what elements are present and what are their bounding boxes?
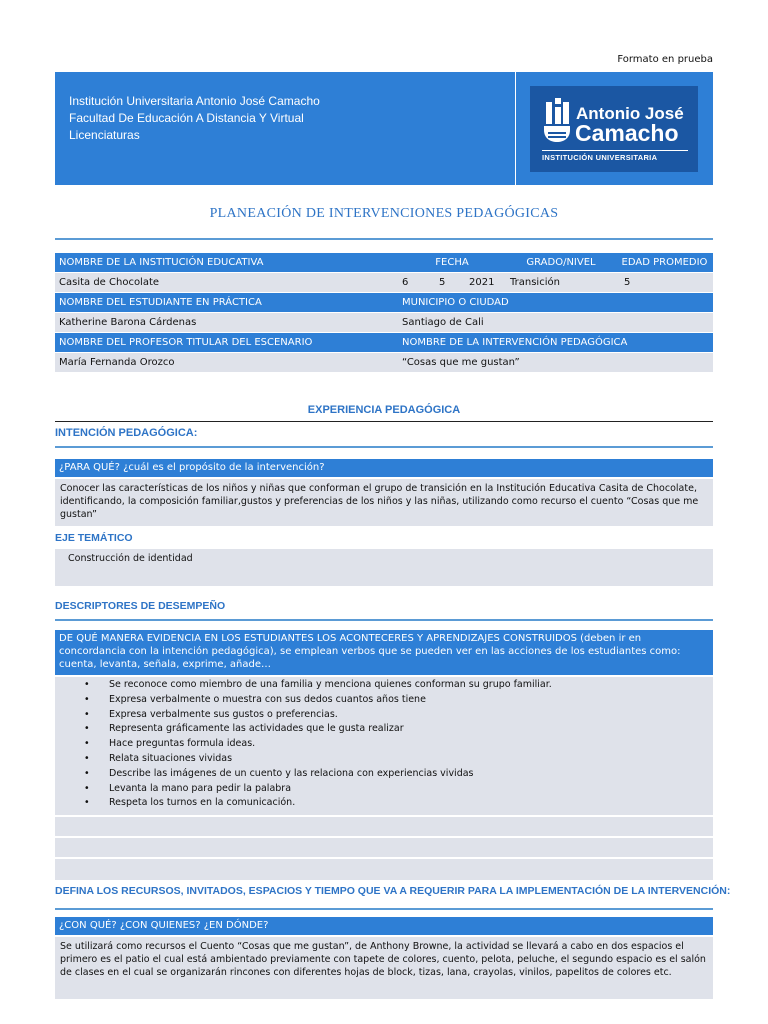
label-grade: GRADO/NIVEL <box>506 253 616 272</box>
intencion-divider <box>55 446 713 448</box>
section-experiencia: EXPERIENCIA PEDAGÓGICA <box>307 404 461 416</box>
logo-box <box>515 72 713 185</box>
value-day: 6 <box>398 273 435 292</box>
title-divider <box>55 238 713 240</box>
heading-eje: EJE TEMÁTICO <box>55 532 133 544</box>
university-logo <box>530 86 698 172</box>
document-header <box>55 72 713 185</box>
format-note: Formato en prueba <box>617 54 713 65</box>
page-title: PLANEACIÓN DE INTERVENCIONES PEDAGÓGICAS <box>209 206 559 221</box>
label-city: MUNICIPIO O CIUDAD <box>398 293 713 312</box>
value-age: 5 <box>616 273 713 292</box>
list-item: • Relata situaciones vividas <box>60 752 708 767</box>
label-intervention: NOMBRE DE LA INTERVENCIÓN PEDAGÓGICA <box>398 333 713 352</box>
label-date: FECHA <box>398 253 506 272</box>
recursos-divider <box>55 908 713 910</box>
label-age: EDAD PROMEDIO <box>616 253 713 272</box>
empty-row <box>55 859 713 880</box>
logo-name-last: Camacho <box>575 120 679 146</box>
info-value-row-2 <box>55 313 713 332</box>
list-item: • Describe las imágenes de un cuento y las relaciona con experiencias vividas <box>60 767 708 782</box>
list-item: • Expresa verbalmente sus gustos o preferencias. <box>60 708 708 723</box>
value-teacher: María Fernanda Orozco <box>55 353 398 372</box>
label-teacher: NOMBRE DEL PROFESOR TITULAR DEL ESCENARIO <box>55 333 398 352</box>
label-institution: NOMBRE DE LA INSTITUCIÓN EDUCATIVA <box>55 253 398 272</box>
info-value-row-3 <box>55 353 713 372</box>
header-program: Licenciaturas <box>69 128 140 142</box>
recursos-question: ¿CON QUÉ? ¿CON QUIENES? ¿EN DÓNDE? <box>55 917 713 935</box>
university-logo-icon <box>544 98 570 142</box>
value-intervention: “Cosas que me gustan” <box>398 353 713 372</box>
heading-descriptores: DESCRIPTORES DE DESEMPEÑO <box>55 600 226 612</box>
label-student: NOMBRE DEL ESTUDIANTE EN PRÁCTICA <box>55 293 398 312</box>
descriptores-list-box <box>55 677 713 815</box>
list-item: • Representa gráficamente las actividades que le gusta realizar <box>60 722 708 737</box>
value-year: 2021 <box>465 273 506 292</box>
list-item: • Levanta la mano para pedir la palabra <box>60 782 708 797</box>
recursos-text: Se utilizará como recursos el Cuento “Cosas que me gustan”, de Anthony Browne, la actividad se llevará a cabo en dos espacios el primero es el patio el cual está ambientado previamente con tapete de colores, cuento, pelota, peluche, el segundo espacio es el salón de clases en el cual se organizarán rincones con diferentes hojas de block, tizas, lana, crayolas, vinilos, papelitos de colores etc. <box>55 937 713 999</box>
value-institution: Casita de Chocolate <box>55 273 398 292</box>
logo-divider <box>542 150 688 151</box>
list-item: • Se reconoce como miembro de una familia y menciona quienes conforman su grupo familiar. <box>60 678 708 693</box>
empty-row <box>55 838 713 857</box>
header-text <box>69 93 320 144</box>
descriptores-list <box>60 678 708 811</box>
value-grade: Transición <box>506 273 616 292</box>
empty-row <box>55 817 713 836</box>
header-institution: Institución Universitaria Antonio José Camacho <box>69 94 320 108</box>
list-item: • Expresa verbalmente o muestra con sus dedos cuantos años tiene <box>60 693 708 708</box>
info-header-row-1 <box>55 253 713 272</box>
eje-text: Construcción de identidad <box>55 549 713 586</box>
section-divider <box>55 421 713 422</box>
value-city: Santiago de Cali <box>398 313 713 332</box>
value-month: 5 <box>435 273 465 292</box>
info-table <box>55 252 713 373</box>
logo-name-first: Antonio José <box>576 104 684 123</box>
info-value-row-1 <box>55 273 713 292</box>
list-item: • Hace preguntas formula ideas. <box>60 737 708 752</box>
logo-tagline: INSTITUCIÓN UNIVERSITARIA <box>542 153 658 162</box>
intencion-question: ¿PARA QUÉ? ¿cuál es el propósito de la intervención? <box>55 459 713 477</box>
descriptores-divider <box>55 619 713 621</box>
info-header-row-2 <box>55 293 713 312</box>
value-student: Katherine Barona Cárdenas <box>55 313 398 332</box>
heading-intencion: INTENCIÓN PEDAGÓGICA: <box>55 427 198 439</box>
header-faculty: Facultad De Educación A Distancia Y Virtual <box>69 111 304 125</box>
descriptores-question: DE QUÉ MANERA EVIDENCIA EN LOS ESTUDIANTES LOS ACONTECERES Y APRENDIZAJES CONSTRUIDOS (deben ir en concordancia con la intención pedagógica), se emplean verbos que se pueden ver en las acciones de los estudiantes como: cuenta, levanta, señala, exprime, añade… <box>55 630 713 675</box>
info-header-row-3 <box>55 333 713 352</box>
heading-recursos: DEFINA LOS RECURSOS, INVITADOS, ESPACIOS Y TIEMPO QUE VA A REQUERIR PARA LA IMPLEMENTACIÓN DE LA INTERVENCIÓN: <box>55 885 731 897</box>
list-item: • Respeta los turnos en la comunicación. <box>60 796 708 811</box>
intencion-text: Conocer las características de los niños y niñas que conforman el grupo de transición en la Institución Educativa Casita de Chocolate, identificando, la composición familiar,gustos y preferencias de los niños y las niñas, utilizando como recurso el cuento “Cosas que me gustan” <box>55 479 713 526</box>
